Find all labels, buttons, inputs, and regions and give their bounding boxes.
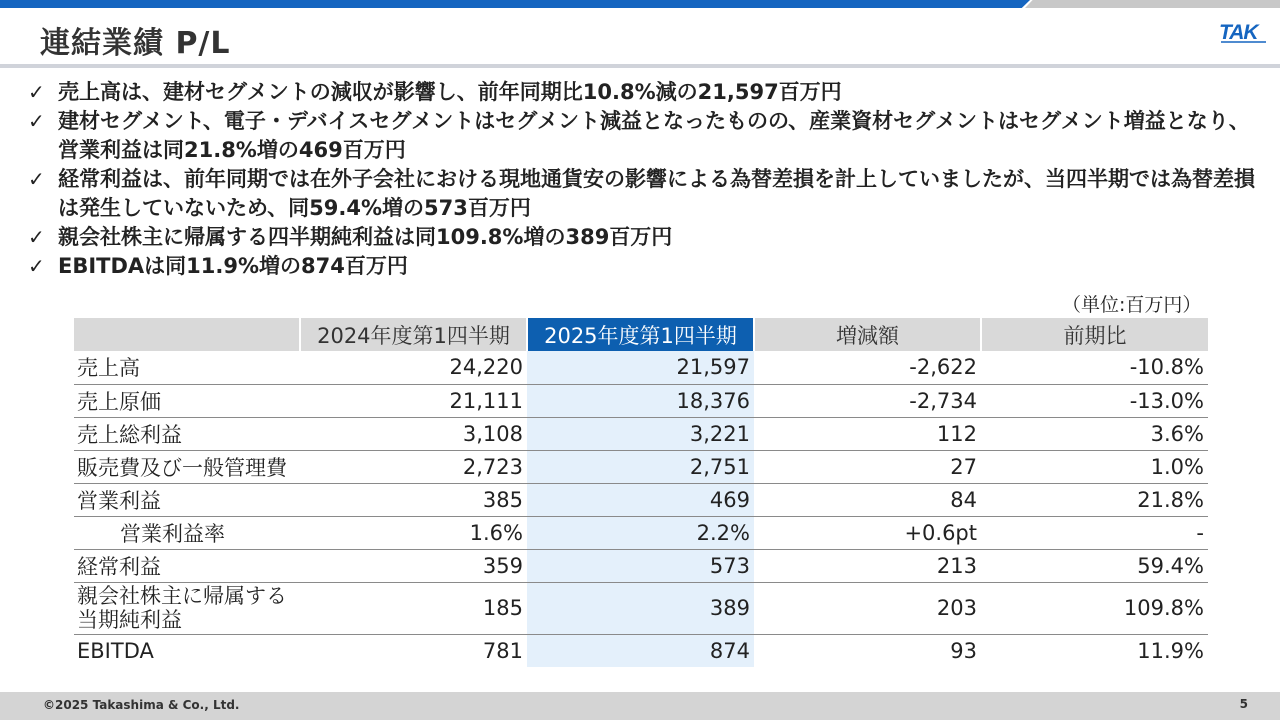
accent-bar-blue bbox=[0, 0, 1030, 8]
check-icon: ✓ bbox=[28, 109, 45, 133]
cell-diff: 27 bbox=[754, 450, 981, 483]
top-accent-bar bbox=[0, 0, 1280, 8]
cell-current: 573 bbox=[527, 549, 754, 582]
bullet-text: 親会社株主に帰属する四半期純利益は同109.8%増の389百万円 bbox=[58, 225, 673, 249]
table-row bbox=[74, 549, 1208, 582]
cell-ratio: 59.4% bbox=[981, 549, 1208, 582]
bullet-item bbox=[28, 107, 1268, 165]
cell-current: 469 bbox=[527, 483, 754, 516]
page-title: 連結業績 P/L bbox=[40, 26, 231, 61]
cell-current: 18,376 bbox=[527, 384, 754, 417]
cell-ratio: 1.0% bbox=[981, 450, 1208, 483]
cell-current: 21,597 bbox=[527, 351, 754, 384]
accent-bar-gray bbox=[1025, 0, 1280, 8]
cell-prev: 21,111 bbox=[300, 384, 527, 417]
cell-diff: 93 bbox=[950, 638, 977, 663]
page-number: 5 bbox=[1239, 697, 1248, 711]
row-label: 販売費及び一般管理費 bbox=[74, 450, 300, 483]
check-icon: ✓ bbox=[28, 80, 45, 104]
cell-diff: 112 bbox=[754, 417, 981, 450]
cell-ratio: 3.6% bbox=[981, 417, 1208, 450]
unit-note: （単位:百万円） bbox=[1062, 294, 1202, 316]
cell-diff: -2,622 bbox=[754, 351, 981, 384]
bullet-text: 売上高は、建材セグメントの減収が影響し、前年同期比10.8%減の21,597百万円 bbox=[58, 80, 842, 104]
check-icon: ✓ bbox=[28, 167, 45, 191]
check-icon: ✓ bbox=[28, 225, 45, 249]
cell-prev: 3,108 bbox=[300, 417, 527, 450]
check-icon: ✓ bbox=[28, 254, 45, 278]
bullet-item bbox=[28, 78, 1268, 107]
copyright-text: ©2025 Takashima & Co., Ltd. bbox=[43, 698, 240, 712]
header-blank bbox=[74, 318, 300, 351]
cell-prev: 385 bbox=[300, 483, 527, 516]
table-row bbox=[74, 417, 1208, 450]
row-label: 営業利益率 bbox=[74, 516, 300, 549]
table-row bbox=[74, 450, 1208, 483]
cell-prev: 359 bbox=[300, 549, 527, 582]
summary-bullets bbox=[28, 78, 1268, 281]
header-change: 増減額 bbox=[754, 318, 981, 351]
cell-ratio: - bbox=[981, 516, 1208, 549]
cell-ratio: 21.8% bbox=[981, 483, 1208, 516]
bullet-item bbox=[28, 223, 1268, 252]
cell-diff: 84 bbox=[754, 483, 981, 516]
table-row bbox=[74, 516, 1208, 549]
cell-diff: 213 bbox=[754, 549, 981, 582]
row-label: EBITDA bbox=[77, 638, 154, 663]
header-prev-period: 2024年度第1四半期 bbox=[300, 318, 527, 351]
cell-prev: 185 bbox=[300, 582, 527, 634]
cell-prev: 781 bbox=[482, 638, 523, 663]
header-ratio: 前期比 bbox=[981, 318, 1208, 351]
cell-current: 874 bbox=[527, 634, 754, 667]
company-logo bbox=[1218, 18, 1270, 44]
row-label: 営業利益 bbox=[74, 483, 300, 516]
bullet-item bbox=[28, 252, 1268, 281]
table-row bbox=[74, 384, 1208, 417]
table-row bbox=[74, 483, 1208, 516]
cell-prev: 24,220 bbox=[300, 351, 527, 384]
cell-diff: +0.6pt bbox=[754, 516, 981, 549]
bullet-text: 経常利益は、前年同期では在外子会社における現地通貨安の影響による為替差損を計上していましたが、当四半期では為替差損は発生していないため、同59.4%増の573百万円 bbox=[58, 167, 1255, 220]
cell-diff: 203 bbox=[754, 582, 981, 634]
row-label: 親会社株主に帰属する 当期純利益 bbox=[74, 582, 300, 634]
cell-diff: -2,734 bbox=[754, 384, 981, 417]
row-label: 売上総利益 bbox=[74, 417, 300, 450]
logo-text: TAK bbox=[1219, 21, 1258, 44]
row-label: 売上高 bbox=[74, 351, 300, 384]
table-header-row bbox=[74, 318, 1208, 351]
table-row bbox=[74, 351, 1208, 384]
bullet-text: EBITDAは同11.9%増の874百万円 bbox=[58, 254, 408, 278]
cell-ratio: 109.8% bbox=[981, 582, 1208, 634]
cell-prev: 1.6% bbox=[300, 516, 527, 549]
bullet-text: 建材セグメント、電子・デバイスセグメントはセグメント減益となったものの、産業資材セグメントはセグメント増益となり、営業利益は同21.8%増の469百万円 bbox=[58, 109, 1250, 162]
cell-ratio: 11.9% bbox=[1137, 638, 1204, 663]
header-current-period: 2025年度第1四半期 bbox=[527, 318, 754, 351]
row-label: 経常利益 bbox=[74, 549, 300, 582]
cell-prev: 2,723 bbox=[300, 450, 527, 483]
table-row bbox=[74, 582, 1208, 634]
pl-table bbox=[74, 318, 1208, 667]
cell-current: 3,221 bbox=[527, 417, 754, 450]
bullet-item bbox=[28, 165, 1268, 223]
cell-ratio: -10.8% bbox=[981, 351, 1208, 384]
table-row bbox=[74, 634, 1208, 667]
cell-current: 389 bbox=[527, 582, 754, 634]
footer-bar bbox=[0, 692, 1280, 720]
row-label: 売上原価 bbox=[74, 384, 300, 417]
cell-current: 2.2% bbox=[527, 516, 754, 549]
title-divider bbox=[0, 64, 1280, 68]
cell-current: 2,751 bbox=[527, 450, 754, 483]
cell-ratio: -13.0% bbox=[981, 384, 1208, 417]
